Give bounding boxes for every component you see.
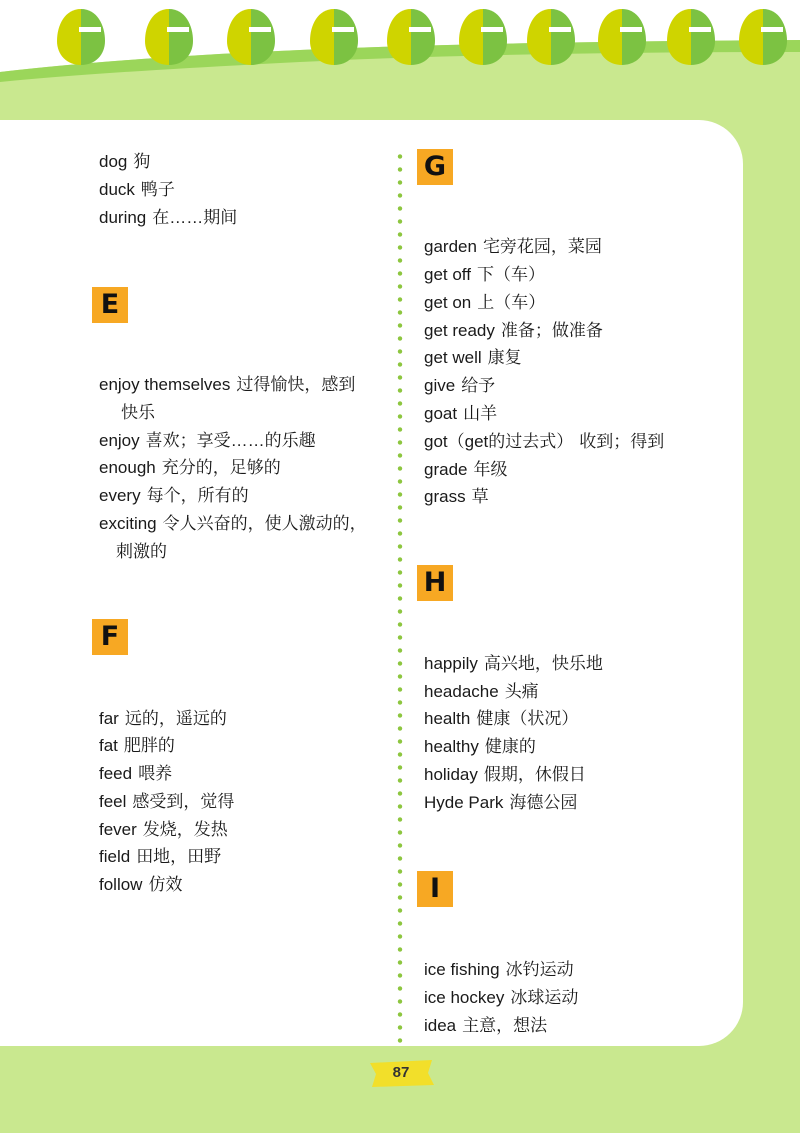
content-panel — [0, 120, 743, 1046]
list-item-continuation: 刺激的 — [116, 542, 167, 561]
list-item: healthy 健康的 — [424, 737, 536, 756]
tree-icon — [385, 5, 437, 67]
list-item: enjoy themselves 过得愉快，感到 — [99, 375, 356, 394]
list-item: enough 充分的，足够的 — [99, 458, 281, 477]
list-item: every 每个，所有的 — [99, 486, 249, 505]
list-item: feed 喂养 — [99, 764, 173, 783]
list-item: fat 肥胖的 — [99, 736, 175, 755]
list-item: field 田地，田野 — [99, 847, 222, 866]
list-item: feel 感受到，觉得 — [99, 792, 235, 811]
section-letter-i: I — [417, 871, 453, 907]
list-item: health 健康（状况） — [424, 709, 579, 728]
list-item: idea 主意，想法 — [424, 1016, 548, 1035]
tree-icon — [665, 5, 717, 67]
tree-icon — [457, 5, 509, 67]
list-item: Hyde Park 海德公园 — [424, 793, 578, 812]
list-item: grass 草 — [424, 487, 489, 506]
dotted-divider — [397, 150, 403, 1045]
list-item: give 给予 — [424, 376, 496, 395]
list-item: follow 仿效 — [99, 875, 183, 894]
tree-icon — [225, 5, 277, 67]
tree-icon — [737, 5, 789, 67]
list-item: enjoy 喜欢；享受……的乐趣 — [99, 431, 316, 450]
section-letter-f: F — [92, 619, 128, 655]
section-letter-e: E — [92, 287, 128, 323]
list-item: get off 下（车） — [424, 265, 545, 284]
list-item: during 在……期间 — [99, 208, 238, 227]
section-letter-h: H — [417, 565, 453, 601]
list-item: get well 康复 — [424, 348, 522, 367]
list-item: holiday 假期，休假日 — [424, 765, 586, 784]
list-item: fever 发烧，发热 — [99, 820, 228, 839]
list-item: far 远的，遥远的 — [99, 709, 227, 728]
list-item-continuation: 快乐 — [121, 403, 155, 422]
page-number: 87 — [392, 1064, 410, 1081]
tree-icon — [308, 5, 360, 67]
tree-icon — [596, 5, 648, 67]
tree-icon — [525, 5, 577, 67]
list-item: garden 宅旁花园，菜园 — [424, 237, 602, 256]
list-item: get ready 准备；做准备 — [424, 321, 603, 340]
list-item: dog 狗 — [99, 152, 151, 171]
list-item: goat 山羊 — [424, 404, 498, 423]
tree-icon — [143, 5, 195, 67]
list-item: exciting 令人兴奋的，使人激动的， — [99, 514, 367, 533]
list-item: ice fishing 冰钓运动 — [424, 960, 574, 979]
list-item: happily 高兴地，快乐地 — [424, 654, 603, 673]
list-item: ice hockey 冰球运动 — [424, 988, 579, 1007]
tree-icon — [55, 5, 107, 67]
list-item: got（get的过去式） 收到；得到 — [424, 432, 665, 451]
list-item: duck 鸭子 — [99, 180, 175, 199]
list-item: grade 年级 — [424, 460, 508, 479]
list-item: get on 上（车） — [424, 293, 546, 312]
section-letter-g: G — [417, 149, 453, 185]
list-item: headache 头痛 — [424, 682, 539, 701]
